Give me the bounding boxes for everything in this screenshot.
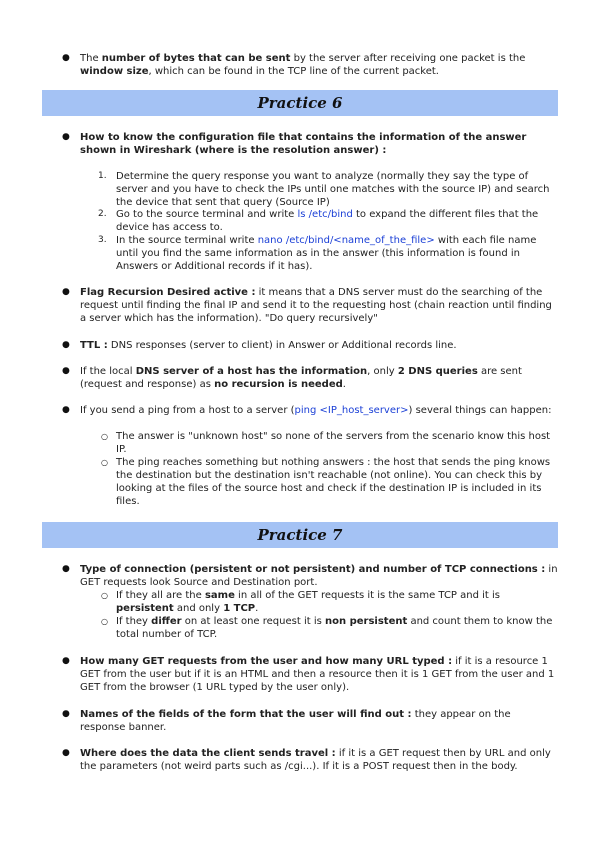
command-text: ping <IP_host_server> [294, 405, 409, 416]
text: If the local [80, 366, 136, 377]
section-title: Practice 6 [257, 93, 343, 112]
get-requests-item [80, 655, 558, 694]
ttl-item [80, 339, 558, 352]
text: if it is a GET request then by URL and only the parameters (not weird parts such as /cgi...). If it is a POST request then in the body. [80, 748, 551, 772]
step-text [116, 208, 558, 234]
bullet-icon: ● [62, 709, 70, 719]
text: on at least one request it is [181, 616, 325, 627]
bullet-icon: ● [62, 656, 70, 666]
bold-text: same [204, 590, 235, 601]
step-number: 2. [98, 209, 107, 219]
bold-text: window size [80, 66, 149, 77]
section-banner-practice-7 [42, 522, 558, 548]
bullet-icon: ● [62, 132, 70, 142]
command-text: ls /etc/bind [297, 209, 353, 220]
form-fields-item [80, 708, 558, 734]
text: are sent (request and response) as [80, 366, 522, 390]
command-text: nano /etc/bind/<name_of_the_file> [257, 235, 435, 246]
step-text: Determine the query response you want to analyze (normally they say the type of server and you have to check the IPs until one matches with the source IP) and search the device that sent that query (Source IP) [116, 171, 550, 208]
text: If they [116, 616, 152, 627]
text: If they all are the [116, 590, 205, 601]
bold-text: persistent [116, 603, 174, 614]
text: and only [173, 603, 224, 614]
text: If you send a ping from a host to a server ( [80, 405, 295, 416]
bullet-icon: ● [62, 748, 70, 758]
section-banner-practice-6 [42, 90, 558, 116]
bold-text: DNS server of a host has the information [135, 366, 368, 377]
bullet-icon: ● [62, 340, 70, 350]
connection-type-item [80, 563, 558, 589]
bold-text: Names of the fields of the form that the user will find out : [80, 709, 412, 720]
text: to expand the different files that the device has access to. [116, 209, 539, 233]
bold-text: non persistent [325, 616, 408, 627]
bold-text: 2 DNS queries [397, 366, 478, 377]
step-number: 3. [98, 235, 107, 245]
bold-text: Where does the data the client sends travel : [80, 748, 336, 759]
sub-item-text [116, 589, 558, 615]
text: . [342, 379, 346, 390]
window-size-item [80, 52, 558, 78]
section-title: Practice 7 [257, 525, 343, 544]
sub-bullet-icon: ○ [101, 617, 108, 626]
text: with each file name until you find the same information as in the answer (this information is found in Answers or Additional records if it has). [116, 235, 537, 272]
sub-bullet-icon: ○ [101, 591, 108, 600]
text: Go to the source terminal and write [116, 209, 298, 220]
text: , only [367, 366, 398, 377]
bold-text: Flag Recursion Desired active : [80, 287, 256, 298]
text: . [255, 603, 259, 614]
text: in all of the GET requests it is the same TCP and it is [234, 590, 500, 601]
text: by the server after receiving one packet is the [290, 53, 526, 64]
step-text [116, 234, 558, 273]
sub-bullet-icon: ○ [101, 432, 108, 441]
config-file-item [80, 131, 558, 157]
ping-item [80, 404, 558, 417]
bullet-icon: ● [62, 564, 70, 574]
sub-bullet-icon: ○ [101, 458, 108, 467]
text: they appear on the response banner. [80, 709, 511, 733]
bullet-icon: ● [62, 287, 70, 297]
text: if it is a resource 1 GET from the user but if it is an HTML and then a resource then it is 1 GET from the user and 1 GET from the browser (1 URL typed by the user only). [80, 656, 555, 693]
bold-text: 1 TCP [223, 603, 256, 614]
bold-text: differ [151, 616, 182, 627]
step-number: 1. [98, 171, 107, 181]
text: , which can be found in the TCP line of the current packet. [148, 66, 439, 77]
text: it means that a DNS server must do the searching of the request until finding the final IP and send it to the requesting host (chain reaction until finding a server which has the information). "Do query recursively" [80, 287, 552, 324]
text: DNS responses (server to client) in Answer or Additional records line. [107, 340, 457, 351]
sub-item-text [116, 615, 558, 641]
text: and count them to know the total number of TCP. [116, 616, 553, 640]
bold-text: no recursion is needed [214, 379, 343, 390]
sub-item-text: The answer is "unknown host" so none of the servers from the scenario know this host IP. [116, 431, 551, 455]
client-data-item [80, 747, 558, 773]
bullet-icon: ● [62, 53, 70, 63]
text: ) several things can happen: [408, 405, 552, 416]
recursion-desired-item [80, 286, 558, 325]
bold-text: How many GET requests from the user and how many URL typed : [80, 656, 453, 667]
bold-text: How to know the configuration file that contains the information of the answer shown in Wireshark (where is the resolution answer) : [80, 132, 527, 156]
text: The [80, 53, 102, 64]
bullet-icon: ● [62, 366, 70, 376]
sub-item-text: The ping reaches something but nothing answers : the host that sends the ping knows the destination but the destination isn't reachable (not online). You can check this by looking at the files of the source host and check if the destination IP is included in its files. [116, 457, 551, 507]
text: in GET requests look Source and Destination port. [80, 564, 558, 588]
bold-text: TTL : [80, 340, 108, 351]
bold-text: number of bytes that can be sent [101, 53, 291, 64]
local-dns-item [80, 365, 558, 391]
bold-text: Type of connection (persistent or not persistent) and number of TCP connections : [80, 564, 546, 575]
text: In the source terminal write [116, 235, 258, 246]
bullet-icon: ● [62, 405, 70, 415]
